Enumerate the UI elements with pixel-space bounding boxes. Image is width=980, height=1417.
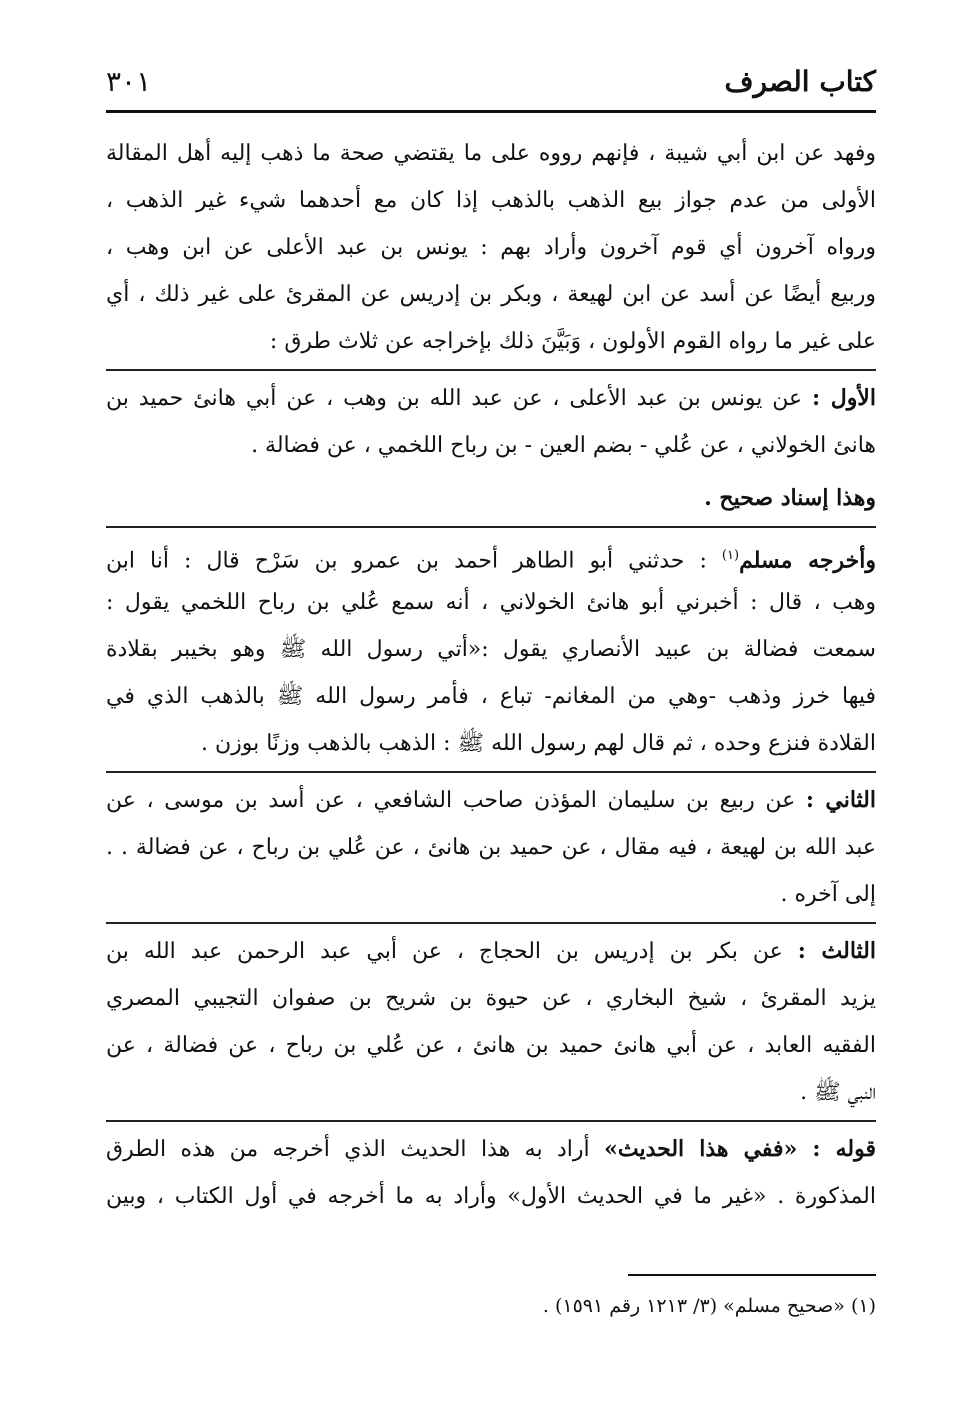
text-line bbox=[106, 532, 876, 579]
paragraph-second-route bbox=[106, 777, 876, 918]
section-divider bbox=[106, 369, 876, 371]
footnote-rule bbox=[628, 1274, 876, 1276]
line-text: عن يونس بن عبد الأعلى ، عن عبد الله بن وهب ، عن أبي هانئ حميد بن bbox=[106, 386, 803, 411]
text-line: الأولى من عدم جواز بيع الذهب بالذهب إذا كان مع أحدهما شيء غير الذهب ، bbox=[106, 188, 876, 213]
chapter-title: كتاب الصرف bbox=[724, 65, 876, 98]
line-text: عن بكر بن إدريس بن الحجاج ، عن أبي عبد الرحمن عبد الله بن bbox=[106, 939, 783, 964]
line-text: أراد به هذا الحديث الذي أخرجه من هذه الطرق bbox=[106, 1137, 590, 1162]
paragraph-third-route bbox=[106, 928, 876, 1116]
text-line: الفقيه العابد ، عن أبي هانئ حميد بن هانئ ، عن عُلي بن رباح ، عن فضالة ، عن bbox=[106, 1033, 876, 1058]
footnote-marker: (١) bbox=[721, 548, 740, 563]
text-line: ورواه آخرون أي قوم آخرون وأراد بهم : يونس بن عبد الأعلى عن ابن وهب ، bbox=[106, 235, 876, 260]
text-line bbox=[106, 1126, 876, 1173]
section-lead: الثالث : bbox=[797, 938, 876, 964]
text-line bbox=[106, 777, 876, 824]
section-divider bbox=[106, 1120, 876, 1122]
paragraph-muslim bbox=[106, 532, 876, 767]
text-line: النبي ﷺ . bbox=[800, 1080, 876, 1105]
text-line: على غير ما رواه القوم الأولون ، وَبَيَّنَ ذلك بإخراجه عن ثلاث طرق : bbox=[269, 329, 876, 354]
section-divider bbox=[106, 922, 876, 924]
text-line: وفهد عن ابن أبي شيبة ، فإنهم رووه على ما يقتضي صحة ما ذهب إليه أهل المقالة bbox=[106, 141, 876, 166]
text-line bbox=[106, 375, 876, 422]
text-line: المذكورة . «غير ما في الحديث الأول» وأراد به ما أخرجه في أول الكتاب ، وبين bbox=[106, 1184, 876, 1209]
page-number: ٣٠١ bbox=[106, 65, 152, 98]
paragraph-commentary bbox=[106, 1126, 876, 1220]
text-line: فيها خرز وذهب -وهي من المغانم- تباع ، فأمر رسول الله ﷺ بالذهب الذي في bbox=[106, 684, 876, 709]
section-divider bbox=[106, 771, 876, 773]
text-line: هانئ الخولاني ، عن عُلي - بضم العين - بن رباح اللخمي ، عن فضالة . bbox=[251, 433, 876, 458]
paragraph-isnad-note bbox=[106, 475, 876, 522]
text-line: سمعت فضالة بن عبيد الأنصاري يقول :«أتي رسول الله ﷺ وهو بخيبر بقلادة bbox=[106, 637, 876, 662]
text-line: يزيد المقرئ ، شيخ البخاري ، عن حيوة بن شريح بن صفوان التجيبي المصري bbox=[106, 986, 876, 1011]
section-lead: وأخرجه مسلم bbox=[739, 547, 876, 574]
header-rule bbox=[106, 110, 876, 113]
page-header bbox=[106, 62, 876, 106]
section-lead: الثاني : bbox=[805, 787, 876, 813]
paragraph-intro bbox=[106, 130, 876, 365]
section-lead: الأول : bbox=[812, 385, 876, 411]
paragraph-first-route bbox=[106, 375, 876, 469]
text-line: وربيع أيضًا عن أسد عن ابن لهيعة ، وبكر بن إدريس عن المقرئ على غير ذلك ، أي bbox=[106, 282, 876, 307]
section-divider bbox=[106, 526, 876, 528]
text-line: القلادة فنزع وحده ، ثم قال لهم رسول الله ﷺ : الذهب بالذهب وزنًا بوزن . bbox=[200, 731, 876, 756]
text-line bbox=[106, 475, 876, 522]
footnote: (١) «صحيح مسلم» (٣/ ١٢١٣ رقم ١٥٩١) . bbox=[542, 1295, 876, 1317]
section-lead: قوله : «ففي هذا الحديث» bbox=[604, 1136, 876, 1162]
page-body bbox=[106, 130, 876, 1220]
line-text: : حدثني أبو الطاهر أحمد بن عمرو بن سَرْح قال : أنا ابن bbox=[106, 548, 707, 574]
text-line: عبد الله بن لهيعة ، فيه مقال ، عن حميد بن هانئ ، عن عُلي بن رباح ، عن فضالة . . bbox=[106, 835, 876, 860]
section-lead: وهذا إسناد صحيح . bbox=[704, 485, 876, 511]
line-text: عن ربيع بن سليمان المؤذن صاحب الشافعي ، عن أسد بن موسى ، عن bbox=[106, 788, 796, 813]
text-line: وهب ، قال : أخبرني أبو هانئ الخولاني ، أنه سمع عُلي بن رباح اللخمي يقول : bbox=[106, 590, 876, 615]
text-line bbox=[106, 928, 876, 975]
text-line: إلى آخره . bbox=[780, 882, 876, 907]
